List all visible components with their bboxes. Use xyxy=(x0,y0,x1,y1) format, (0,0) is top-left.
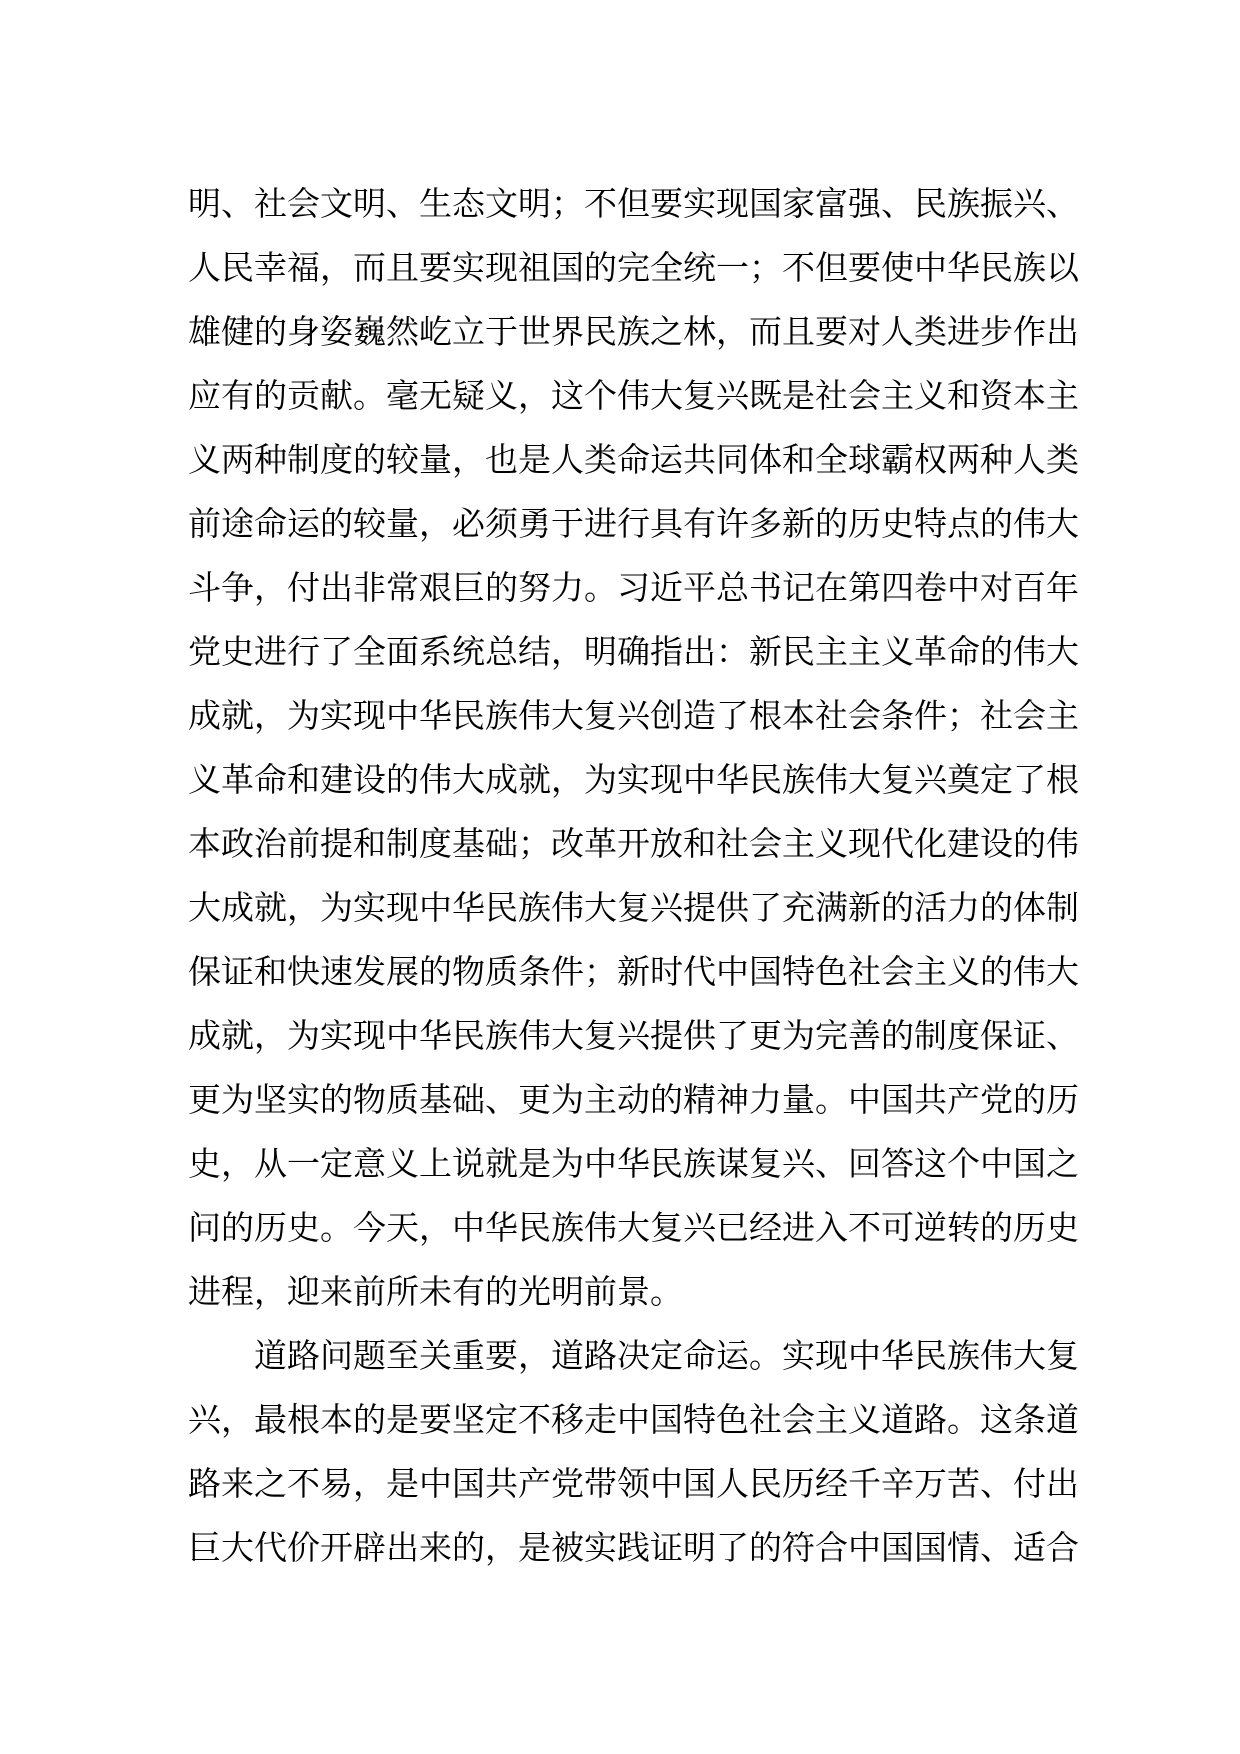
text-line: 问的历史。今天，中华民族伟大复兴已经进入不可逆转的历史 xyxy=(188,1208,1079,1247)
text-line: 义两种制度的较量，也是人类命运共同体和全球霸权两种人类 xyxy=(188,440,1079,479)
text-line: 应有的贡献。毫无疑义，这个伟大复兴既是社会主义和资本主 xyxy=(188,376,1079,415)
text-line: 人民幸福，而且要实现祖国的完全统一；不但要使中华民族以 xyxy=(188,248,1079,287)
body-text xyxy=(188,172,1079,1580)
text-line: 进程，迎来前所未有的光明前景。 xyxy=(188,1272,683,1311)
text-line: 兴，最根本的是要坚定不移走中国特色社会主义道路。这条道 xyxy=(188,1400,1079,1439)
text-line: 义革命和建设的伟大成就，为实现中华民族伟大复兴奠定了根 xyxy=(188,760,1079,799)
text-line: 巨大代价开辟出来的，是被实践证明了的符合中国国情、适合 xyxy=(188,1528,1079,1567)
text-line: 成就，为实现中华民族伟大复兴提供了更为完善的制度保证、 xyxy=(188,1016,1079,1055)
text-line: 明、社会文明、生态文明；不但要实现国家富强、民族振兴、 xyxy=(188,184,1079,223)
text-line: 斗争，付出非常艰巨的努力。习近平总书记在第四卷中对百年 xyxy=(188,568,1079,607)
text-line: 本政治前提和制度基础；改革开放和社会主义现代化建设的伟 xyxy=(188,824,1079,863)
text-line: 成就，为实现中华民族伟大复兴创造了根本社会条件；社会主 xyxy=(188,696,1079,735)
text-line: 大成就，为实现中华民族伟大复兴提供了充满新的活力的体制 xyxy=(188,888,1079,927)
text-line: 史，从一定意义上说就是为中华民族谋复兴、回答这个中国之 xyxy=(188,1144,1079,1183)
text-line: 党史进行了全面系统总结，明确指出：新民主主义革命的伟大 xyxy=(188,632,1079,671)
text-line: 雄健的身姿巍然屹立于世界民族之林，而且要对人类进步作出 xyxy=(188,312,1079,351)
text-line: 路来之不易，是中国共产党带领中国人民历经千辛万苦、付出 xyxy=(188,1464,1079,1503)
paragraph-start-line: 道路问题至关重要，道路决定命运。实现中华民族伟大复 xyxy=(254,1336,1079,1375)
text-line: 更为坚实的物质基础、更为主动的精神力量。中国共产党的历 xyxy=(188,1080,1079,1119)
text-line: 前途命运的较量，必须勇于进行具有许多新的历史特点的伟大 xyxy=(188,504,1079,543)
text-line: 保证和快速发展的物质条件；新时代中国特色社会主义的伟大 xyxy=(188,952,1079,991)
